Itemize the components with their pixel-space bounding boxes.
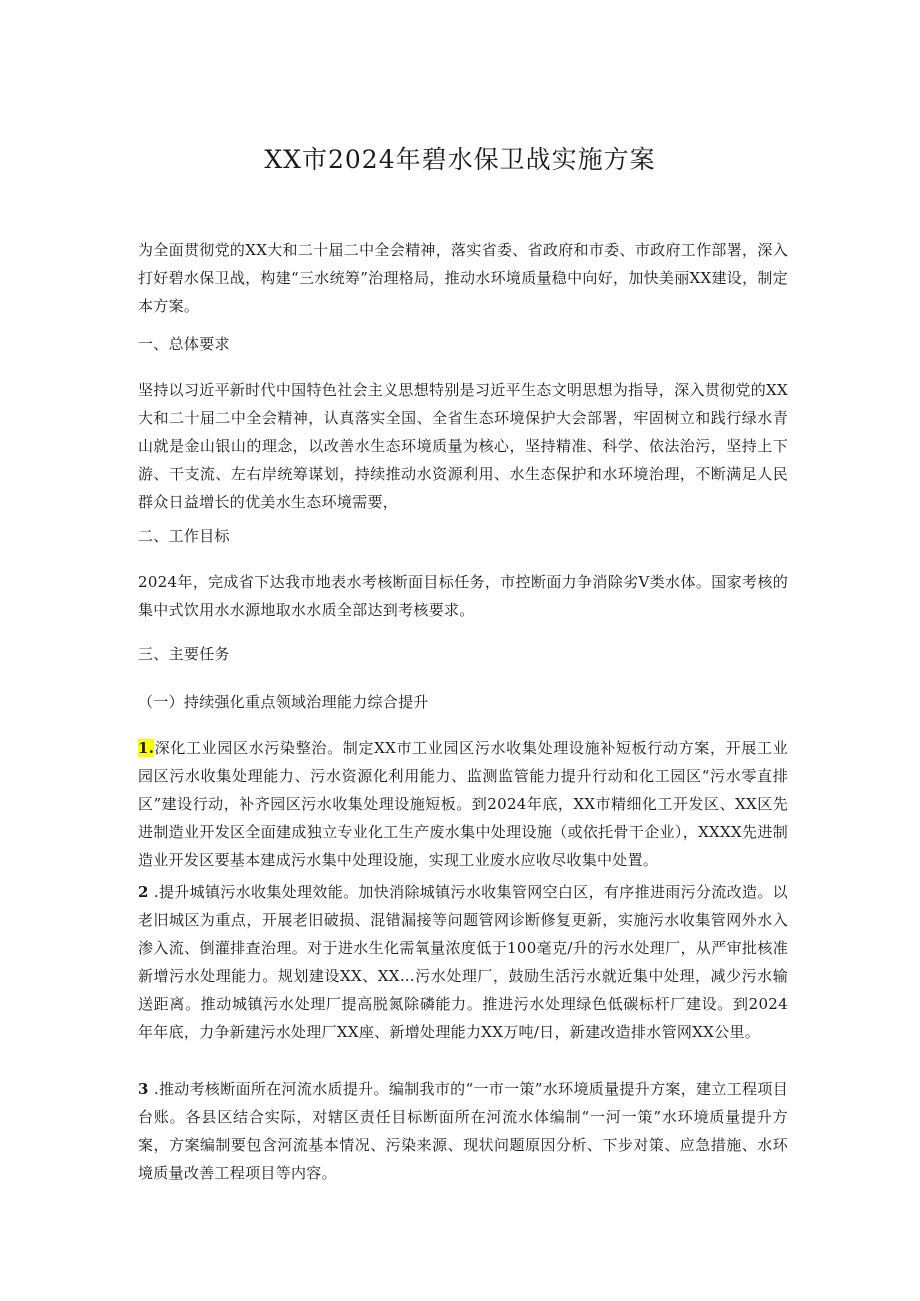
task-item-2 — [138, 878, 788, 1046]
task-item-3-number: 3 — [138, 1080, 149, 1098]
task-item-3-text: .推动考核断面所在河流水质提升。编制我市的“一市一策”水环境质量提升方案，建立工程项目台账。各县区结合实际，对辖区责任目标断面所在河流水体编制“一河一策”水环境质量提升方案，方案编制要包含河流基本情况、污染来源、现状问题原因分析、下步对策、应急措施、水环境质量改善工程项目等内容。 — [138, 1080, 788, 1182]
task-item-2-number: 2 — [138, 883, 149, 901]
task-item-3 — [138, 1075, 788, 1187]
task-item-1-text: 深化工业园区水污染整治。制定XX市工业园区污水收集处理设施补短板行动方案，开展工业园区污水收集处理能力、污水资源化利用能力、监测监管能力提升行动和化工园区“污水零直排区”建设行动，补齐园区污水收集处理设施短板。到2024年底，XX市精细化工开发区、XX区先进制造业开发区全面建成独立专业化工生产废水集中处理设施（或依托骨干企业），XXXX先进制造业开发区要基本建成污水集中处理设施，实现工业废水应收尽收集中处置。 — [138, 739, 788, 869]
intro-paragraph: 为全面贯彻党的XX大和二十届二中全会精神，落实省委、省政府和市委、市政府工作部署，深入打好碧水保卫战，构建“三水统筹”治理格局，推动水环境质量稳中向好，加快美丽XX建设，制定本方案。 — [138, 241, 788, 315]
task-item-1 — [138, 734, 788, 874]
document-title: XX市2024年碧水保卫战实施方案 — [264, 145, 656, 174]
subsection-heading-1: （一）持续强化重点领域治理能力综合提升 — [138, 693, 429, 711]
section-body-general: 坚持以习近平新时代中国特色社会主义思想特别是习近平生态文明思想为指导，深入贯彻党的XX大和二十届二中全会精神，认真落实全国、全省生态环境保护大会部署，牢固树立和践行绿水青山就是金山银山的理念，以改善水生态环境质量为核心，坚持精准、科学、依法治污，坚持上下游、干支流、左右岸统筹谋划，持续推动水资源利用、水生态保护和水环境治理，不断满足人民群众日益增长的优美水生态环境需要， — [138, 381, 788, 511]
section-body-goals: 2024年，完成省下达我市地表水考核断面目标任务，市控断面力争消除劣V类水体。国家考核的集中式饮用水水源地取水水质全部达到考核要求。 — [138, 573, 788, 619]
section-heading-goals: 二、工作目标 — [138, 527, 230, 545]
task-item-2-text: .提升城镇污水收集处理效能。加快消除城镇污水收集管网空白区，有序推进雨污分流改造。以老旧城区为重点，开展老旧破损、混错漏接等问题管网诊断修复更新，实施污水收集管网外水入渗入流、倒灌排查治理。对于进水生化需氧量浓度低于100毫克/升的污水处理厂，从严审批核准新增污水处理能力。规划建设XX、XX…污水处理厂，鼓励生活污水就近集中处理，减少污水输送距离。推动城镇污水处理厂提高脱氮除磷能力。推进污水处理绿色低碳标杆厂建设。到2024年年底，力争新建污水处理厂XX座、新增处理能力XX万吨/日，新建改造排水管网XX公里。 — [138, 883, 788, 1041]
task-item-1-number: 1. — [138, 739, 155, 757]
section-heading-general: 一、总体要求 — [138, 335, 230, 353]
section-heading-tasks: 三、主要任务 — [138, 645, 230, 663]
